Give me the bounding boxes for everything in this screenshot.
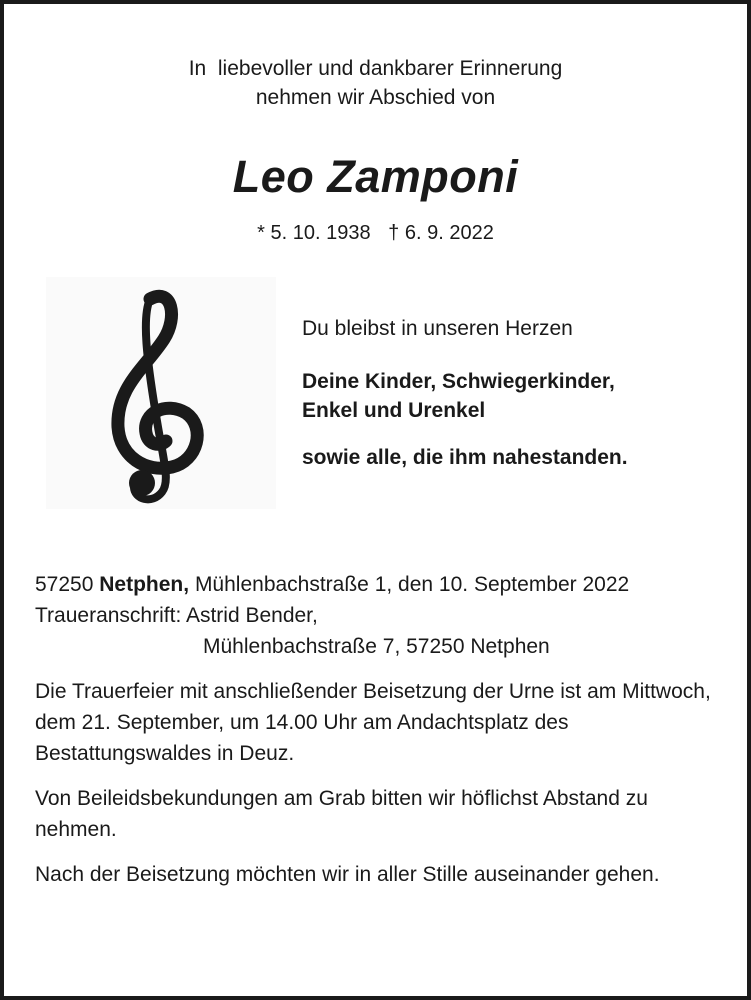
death-date: † 6. 9. 2022	[388, 222, 494, 244]
family-line-1: Deine Kinder, Schwiegerkinder,	[302, 370, 615, 393]
family-line-2: Enkel und Urenkel	[302, 399, 486, 422]
intro-line-2: nehmen wir Abschied von	[255, 86, 496, 109]
family-members	[302, 367, 722, 425]
message-block	[302, 314, 722, 472]
birth-date: * 5. 10. 1938	[257, 222, 371, 244]
intro-text	[4, 54, 747, 112]
mourning-address-label: Traueranschrift: Astrid Bender,	[35, 604, 318, 627]
address-rest: Mühlenbachstraße 1, den 10. September 2022	[194, 573, 630, 596]
mourning-address-street: Mühlenbachstraße 7, 57250 Netphen	[203, 635, 550, 658]
deceased-name: Leo Zamponi	[232, 151, 519, 202]
ceremony-paragraph: Die Trauerfeier mit anschließender Beisetzung der Urne ist am Mittwoch, dem 21. September, um 14.00 Uhr am Andachtsplatz des Bestattungswaldes in Deuz.	[35, 680, 711, 765]
city: Netphen,	[99, 573, 190, 596]
address-block	[35, 569, 725, 662]
life-dates	[4, 219, 747, 247]
farewell-quote: Du bleibst in unseren Herzen	[302, 317, 573, 340]
intro-line-1: In liebevoller und dankbarer Erinnerung	[188, 57, 563, 80]
postal-code: 57250	[35, 573, 94, 596]
treble-clef-icon	[46, 277, 276, 509]
others-line: sowie alle, die ihm nahestanden.	[302, 446, 628, 469]
details-block	[35, 569, 725, 904]
condolences-paragraph: Von Beileidsbekundungen am Grab bitten wir höflichst Abstand zu nehmen.	[35, 787, 648, 841]
address-line-1	[35, 569, 725, 600]
after-paragraph: Nach der Beisetzung möchten wir in aller Stille auseinander gehen.	[35, 863, 660, 886]
